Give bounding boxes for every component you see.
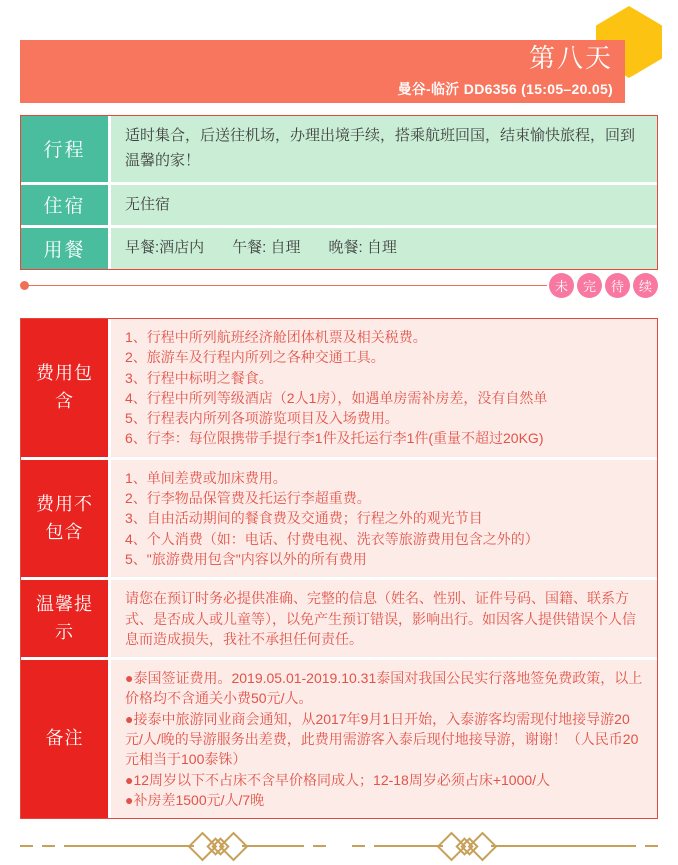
badge-wei: 未 [549, 273, 574, 298]
ornament-dash [42, 845, 55, 847]
fee-included-line: 3、行程中标明之餐食。 [125, 369, 273, 386]
fee-excluded-line: 4、个人消费（如：电话、付费电视、洗衣等旅游费用包含之外的） [125, 530, 539, 547]
fee-included-line: 2、旅游车及行程内所列之各种交通工具。 [125, 349, 385, 366]
diamond-ornament-icon [441, 836, 493, 857]
remark-bullet: ●泰国签证费用。2019.05.01-2019.10.31泰国对我国公民实行落地签免费政策，以上价格均不含通关小费50元/人。 [125, 670, 643, 707]
fee-included-line: 4、行程中所列等级酒店（2人1房），如遇单房需补房差，没有自然单 [125, 389, 548, 406]
fee-excluded-line: 2、行李物品保管费及托运行李超重费。 [125, 490, 371, 507]
ornament-dash [20, 845, 33, 847]
day-header-banner [20, 40, 625, 103]
ornament-line [64, 845, 194, 847]
itinerary-label-meals: 用餐 [21, 228, 108, 269]
itinerary-table [20, 115, 658, 270]
itinerary-content-trip: 适时集合，后送往机场，办理出境手续，搭乘航班回国，结束愉快旅程，回到温馨的家！ [111, 116, 657, 182]
badge-dai: 待 [605, 273, 630, 298]
ornament-footer [20, 833, 658, 859]
meal-breakfast: 早餐:酒店内 [125, 239, 205, 257]
fee-excluded-line: 1、单间差费或加床费用。 [125, 469, 287, 486]
section-label-fees-excluded: 费用不包含 [21, 460, 108, 577]
section-label-remarks: 备注 [21, 660, 108, 818]
remark-bullet: ●接泰中旅游同业商会通知，从2017年9月1日开始，入泰游客均需现付地接导游20元/人/晚的导游服务出差费，此费用需游客入泰后现付地接导游，谢谢！（人民币20元相当于100泰铢） [125, 710, 639, 768]
meal-dinner: 晚餐: 自理 [328, 239, 397, 257]
fee-excluded-line: 5、"旅游费用包含"内容以外的所有费用 [125, 550, 367, 567]
ornament-dash [645, 845, 658, 847]
divider-line [29, 285, 547, 286]
meal-lunch: 午餐: 自理 [232, 239, 301, 257]
tips-paragraph: 请您在预订时务必提供准确、完整的信息（姓名、性别、证件号码、国籍、联系方式、是否成人或儿童等），以免产生预订错误，影响出行。如因客人提供错误个人信息而造成损失，我社不承担任何责任。 [125, 590, 636, 647]
ornament-line [242, 845, 304, 847]
badge-xu: 续 [633, 273, 658, 298]
section-content-remarks [111, 660, 657, 818]
flight-info: 曼谷-临沂 DD6356 (15:05–20.05) [397, 81, 613, 98]
to-be-continued-badges [549, 273, 658, 298]
fee-included-line: 5、行程表内所列各项游览项目及入场费用。 [125, 410, 399, 427]
section-content-fees-excluded [111, 460, 657, 577]
ornament-line [374, 845, 443, 847]
remark-bullet: ●12周岁以下不占床不含早价格同成人；12-18周岁必须占床+1000/人 [125, 771, 551, 788]
itinerary-label-lodging: 住宿 [21, 185, 108, 226]
section-content-fees-included [111, 319, 657, 457]
ornament-dash [313, 845, 326, 847]
to-be-continued-divider [20, 272, 658, 298]
fee-excluded-line: 3、自由活动期间的餐食费及交通费；行程之外的观光节目 [125, 510, 483, 527]
section-label-tips: 温馨提示 [21, 580, 108, 657]
section-label-fees-included: 费用包含 [21, 319, 108, 457]
badge-wan: 完 [577, 273, 602, 298]
divider-dot-icon [20, 281, 29, 290]
ornament-left [20, 833, 326, 859]
section-content-tips [111, 580, 657, 657]
itinerary-content-meals [111, 228, 657, 269]
day-title: 第八天 [528, 42, 613, 73]
ornament-right [352, 833, 658, 859]
fee-included-line: 1、行程中所列航班经济舱团体机票及相关税费。 [125, 329, 427, 345]
ornament-dash [352, 845, 365, 847]
itinerary-label-trip: 行程 [21, 116, 108, 182]
itinerary-content-lodging: 无住宿 [111, 185, 657, 226]
diamond-ornament-icon [192, 836, 244, 857]
fee-included-line: 6、行李：每位限携带手提行李1件及托运行李1件(重量不超过20KG) [125, 430, 544, 447]
ornament-line [491, 845, 636, 847]
fees-and-notes-table [20, 318, 658, 819]
remark-bullet: ●补房差1500元/人/7晚 [125, 791, 265, 808]
